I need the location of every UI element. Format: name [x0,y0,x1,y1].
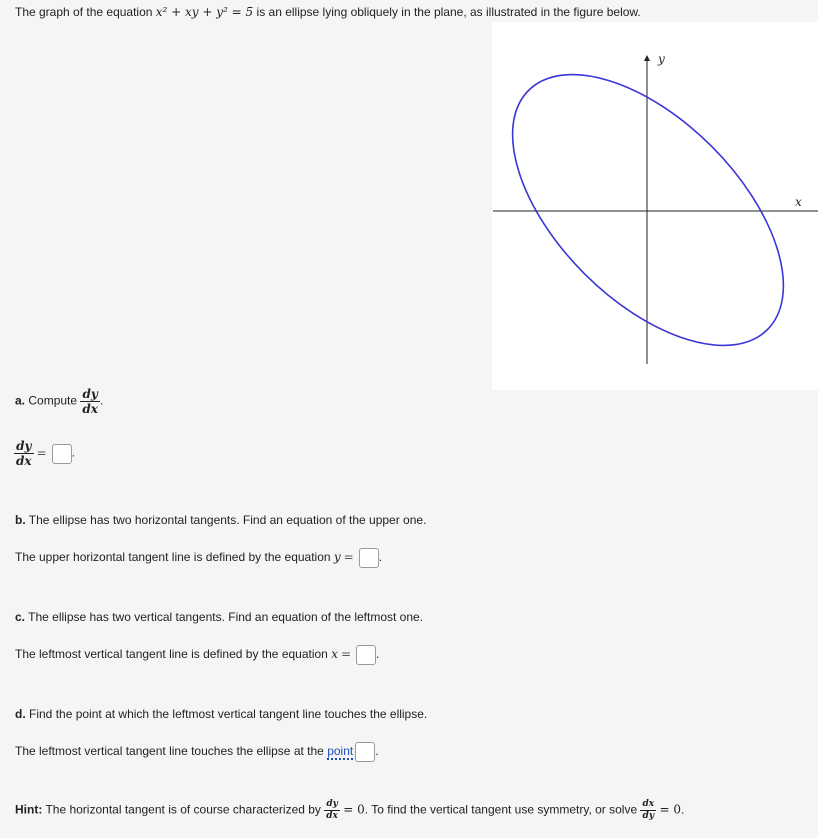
ellipse-plot [492,22,818,390]
hint-text-2: . To find the vertical tangent use symmetry, or solve [364,802,641,817]
part-b-letter: b. [15,513,26,527]
part-c-prompt [15,610,423,624]
part-d-answer-input[interactable] [355,742,375,762]
part-b-prompt [15,513,426,527]
part-a-letter: a. [15,393,26,408]
y-axis-label: y [658,52,665,66]
part-a-answer-row [14,440,75,467]
part-b-text: The ellipse has two horizontal tangents. Find an equation of the upper one. [28,513,427,527]
fraction-denominator: dx [16,454,32,468]
part-a-text: Compute [28,393,78,408]
equals-sign: = [343,550,354,565]
part-d-answer-row [15,742,379,762]
period: . [681,802,685,817]
part-c-answer-row [15,645,379,665]
equals-sign: = [36,445,47,460]
hint-dy-dx-fraction [324,800,340,821]
hint-text-1: The horizontal tangent is of course characterized by [42,802,325,817]
part-a-prompt [15,388,103,415]
hint-equation-2: = 0 [659,802,682,817]
ellipse-equation: x² + xy + y² = 5 [155,5,254,19]
part-c-answer-input[interactable] [356,645,376,665]
answer-dy-dx-fraction [14,440,34,467]
intro-text-after: is an ellipse lying obliquely in the plane, as illustrated in the figure below. [253,5,641,19]
period: . [99,393,104,408]
period: . [378,550,383,565]
fraction-numerator: dy [80,388,100,402]
hint-label: Hint: [15,802,43,817]
part-b-answer-input[interactable] [359,548,379,568]
fraction-numerator: dy [14,440,34,454]
period: . [71,445,75,460]
part-a-answer-input[interactable] [52,444,72,464]
hint-dx-dy-fraction [640,800,656,821]
fraction-denominator: dx [82,402,98,416]
x-axis-label: x [795,195,802,209]
dy-dx-fraction [80,388,100,415]
ellipse-curve [492,27,818,390]
ellipse-figure [492,22,818,390]
hint-equation-1: = 0 [343,802,365,817]
part-c-letter: c. [15,610,26,624]
fraction-denominator: dy [642,811,655,821]
part-d-answer-text: The leftmost vertical tangent line touches the ellipse at the [15,744,328,759]
variable-x: x [331,647,338,662]
hint [15,800,684,821]
period: . [375,744,379,759]
part-b-answer-text: The upper horizontal tangent line is defined by the equation [15,550,334,565]
point-help-link[interactable]: point [327,744,354,759]
part-c-answer-text: The leftmost vertical tangent line is defined by the equation [15,647,332,662]
part-d-text: Find the point at which the leftmost vertical tangent line touches the ellipse. [29,707,428,721]
intro-text-before: The graph of the equation [15,5,156,19]
equals-sign: = [340,647,352,662]
variable-y: y [333,550,341,565]
fraction-denominator: dx [326,811,338,821]
period: . [376,647,380,662]
problem-intro [15,5,641,19]
fraction-numerator: dy [324,800,340,811]
part-b-answer-row [15,548,382,568]
fraction-numerator: dx [642,799,655,809]
part-d-prompt [15,707,427,721]
part-c-text: The ellipse has two vertical tangents. Find an equation of the leftmost one. [28,610,424,624]
part-d-letter: d. [15,707,26,721]
